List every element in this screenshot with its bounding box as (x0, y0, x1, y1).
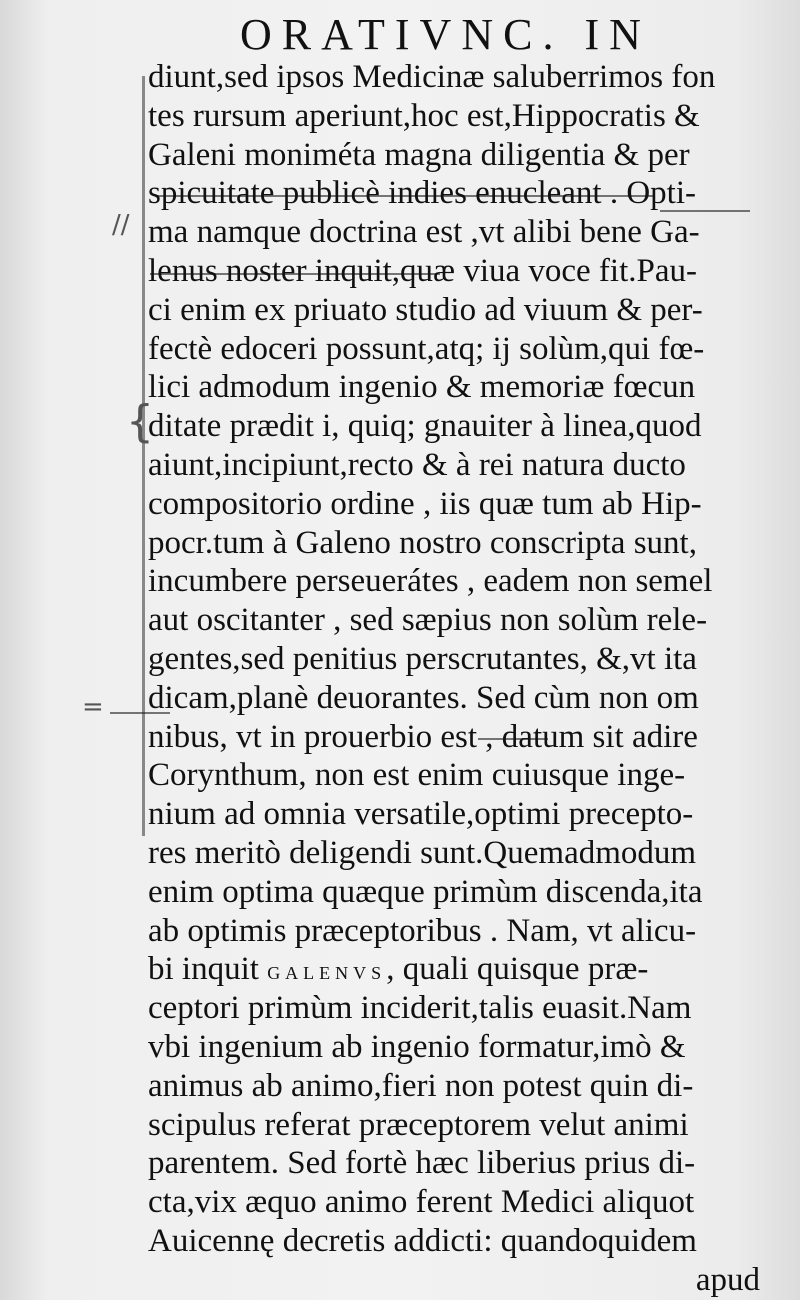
text-line: res meritò deligendi sunt.Quemadmodum (148, 834, 697, 871)
margin-mark-brace: { (126, 396, 154, 447)
text-line: Auicennę decretis addicti: quandoquidem (148, 1222, 697, 1259)
margin-mark-equals: = (82, 692, 104, 722)
text-line: lenus noster inquit,quæ viua voce fit.Pau- (148, 252, 697, 289)
text-line: Galeni moniméta magna diligentia & per (148, 136, 690, 173)
text-line: Corynthum, non est enim cuiusque inge- (148, 757, 686, 794)
margin-mark-slashes: // (112, 210, 130, 240)
text-line: enim optima quæque primùm discenda,ita (148, 873, 703, 910)
text-line: cta,vix æquo animo ferent Medici aliquot (148, 1184, 695, 1221)
text-line: tes rursum aperiunt,hoc est,Hippocratis & (148, 97, 700, 134)
margin-rule (142, 76, 145, 836)
text-fragment: bi inquit (148, 951, 259, 988)
text-line: pocr.tum à Galeno nostro conscripta sunt, (148, 524, 697, 561)
text-line: lici admodum ingenio & memoriæ fœcun (148, 369, 696, 406)
text-line: incumbere perseuerátes , eadem non semel (148, 563, 713, 600)
text-fragment: , quali quisque præ- (386, 951, 649, 988)
running-header: ORATIVNC. IN (240, 10, 651, 59)
body-text (148, 58, 780, 1300)
text-line: aiunt,incipiunt,recto & à rei natura ducto (148, 446, 686, 483)
text-line: fectè edoceri possunt,atq; ij solùm,qui fœ- (148, 330, 705, 367)
text-line: ci enim ex priuato studio ad viuum & per- (148, 291, 703, 328)
text-line: ditate prædit i, quiq; gnauiter à linea,quod (148, 408, 702, 445)
text-line: scipulus referat præceptorem velut animi (148, 1106, 689, 1143)
text-line: ma namque doctrina est ,vt alibi bene Ga- (148, 214, 700, 251)
text-line: gentes,sed penitius perscrutantes, &,vt ita (148, 640, 697, 677)
text-line: nium ad omnia versatile,optimi precepto- (148, 796, 694, 833)
text-line: vbi ingenium ab ingenio formatur,imò & (148, 1028, 686, 1065)
text-line: aut oscitanter , sed sæpius non solùm rele- (148, 602, 708, 639)
text-line: spicuitate publicè indies enucleant . Opti- (148, 175, 696, 212)
text-line: parentem. Sed fortè hæc liberius prius di- (148, 1145, 696, 1182)
text-line: nibus, vt in prouerbio est , datum sit adire (148, 718, 698, 755)
galenus-smallcaps: GALENVS (267, 963, 387, 984)
catchword: apud (695, 1261, 760, 1298)
text-line-galenus (148, 950, 780, 989)
text-line: dicam,planè deuorantes. Sed cùm non om (148, 679, 699, 716)
text-line: ab optimis præceptoribus . Nam, vt alicu- (148, 912, 697, 949)
text-line: diunt,sed ipsos Medicinæ saluberrimos fon (148, 59, 716, 95)
text-line: animus ab animo,fieri non potest quin di- (148, 1067, 694, 1104)
text-line: ceptori primùm inciderit,talis euasit.Nam (148, 990, 692, 1027)
text-line: compositorio ordine , iis quæ tum ab Hip- (148, 485, 702, 522)
